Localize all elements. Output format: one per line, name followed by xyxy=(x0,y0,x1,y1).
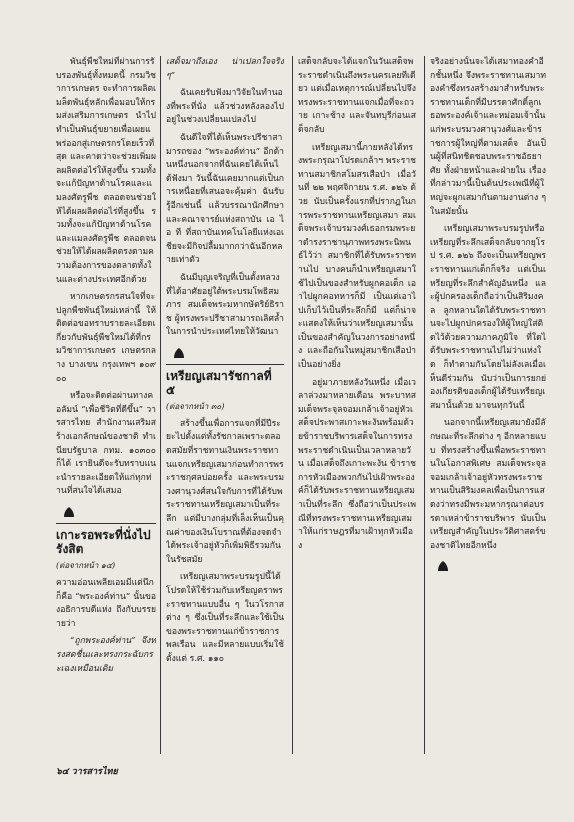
paragraph: จริงอย่างนั้นจะได้เสมาทองคำอีกชั้นหนึ่ง จึงพระราชทานเสมาทองคำซึ่งทรงสร้างมาสำหรับพระราชทานเด็กที่มีบรรดาศักดิ์ลูกเธอพระองค์เจ้าและหม่อมเจ้านั้น แก่พระบรมวงศานุวงศ์และข้าราชการผู้ใหญ่ที่ตามเสด็จ อันเป็นผู้ที่สนิทชิดชอบพระราชอัธยาศัย ทั้งฝ่ายหน้าและฝ่ายใน เรื่องที่กล่าวมานี้เป็นต้นประเพณีที่ผู้ใหญ่จะผูกเสมากันตามงานต่าง ๆ ในสมัยนั้น xyxy=(430,57,546,217)
box-title: เกาะรอพระที่นั่งไปรังสิต xyxy=(56,523,156,558)
paragraph: พันธุ์พืชใหม่ที่ผ่านการรับรองพันธุ์ทั้งหมดนี้ กรมวิชาการเกษตร จะทำการผลิตเมล็ดพันธุ์หลักเพื่อมอบให้กรมส่งเสริมการเกษตร นำไปทำเป็นพันธุ์ขยายเพื่อเผยแพร่ออกสู่เกษตรกรโดยเร็วที่สุด และคาดว่าจะช่วยเพิ่มผลผลิตต่อไร่ให้สูงขึ้น รวมทั้งจะแก้ปัญหาด้านโรคและแมลงศัตรูพืช ตลอดจนช่วยให้ได้ผลผลิตต่อไร่ที่สูงขึ้น รวมทั้งจะแก้ปัญหาด้านโรคและแมลงศัตรูพืช ตลอดจนช่วยให้ได้ผลผลิตตรงตามความต้องการของตลาดทั้งในและต่างประเทศอีกด้วย xyxy=(56,57,156,285)
page-footer: ๖๔ วารสารไทย xyxy=(56,767,118,777)
article-box xyxy=(56,523,156,676)
column-2 xyxy=(166,56,284,671)
paragraph: นอกจากนี้เหรียญเสมายังมีลักษณะที่ระลึกต่าง ๆ อีกหลายแบบ ที่ทรงสร้างขึ้นเพื่อพระราชทานในโอกาสพิเศษ สมเด็จพระจุลจอมเกล้าเจ้าอยู่หัวทรงพระราชทานเป็นสิริมงคลเพื่อเป็นการแสดงว่าทรงมีพระมหากรุณาต่อบรรดาเหล่าข้าราชบริพาร นับเป็นเหรียญสำคัญในประวัติศาสตร์ของชาติไทยอีกหนึ่ง xyxy=(430,418,546,551)
column-1 xyxy=(56,56,156,680)
box-subtitle: (ต่อจากหน้า ๑๔) xyxy=(56,561,116,570)
paragraph: หรือจะติดต่อผ่านทางคอลัมน์ “เพื่อชีวิตที่ดีขึ้น” วารสารไทย สำนักงานเสริมสร้างเอกลักษณ์ของชาติ ทำเนียบรัฐบาล กทม. ๑๐๓๐๐ ก็ได้ เรายินดีจะรับทราบแนะนำรายละเอียดให้แก่ทุกท่านที่สนใจได้เสมอ xyxy=(56,391,156,497)
column-divider xyxy=(292,56,293,754)
paragraph: เหรียญเสมาพระบรมรูปหรือเหรียญที่ระลึกเสด็จกลับจากยุโรป ร.ศ. ๑๒๖ ถึงจะเป็นเหรียญพระราชทานแก่เด็กก็จริง แต่เป็นเหรียญที่ระลึกสำคัญอันหนึ่ง และผู้ปกครองเด็กถือว่าเป็นสิริมงคล ลูกหลานใดได้รับพระราชทานจะไปผูกปกครองให้ผู้ใหญ่ใส่ติดไว้ด้วยความภาคภูมิใจ ที่ใดได้รับพระราชทานไปไม่ว่าแห่งใด ก็ทำตามกันโดยไม่ลังเลเมื่อเห็นดีร่วมกัน นับว่าเป็นการยกย่องเกียรติของเด็กผู้ได้รับเหรียญเสมานั้นด้วย มาจนทุกวันนี้ xyxy=(430,224,546,411)
column-divider xyxy=(424,56,425,754)
paragraph: เสด็จมาถึงเอง น่าเปลกใจจริง ๆ” xyxy=(166,57,284,81)
paragraph: “ถูกพระองค์ท่าน” จึงทรงสดชื่นและทรงกระฉับกระเฉงเหมือนเดิม xyxy=(56,636,156,674)
end-mark-icon xyxy=(172,344,186,356)
paragraph: หากเกษตรกรสนใจที่จะปลูกพืชพันธุ์ใหม่เหล่านี้ ให้ติดต่อขอทราบรายละเอียดเกี่ยวกับพันธุ์พืชใหม่ได้ที่กรมวิชาการเกษตร เกษตรกลาง บางเขน กรุงเทพฯ ๑๐๙๐๐ xyxy=(56,292,156,384)
paragraph: ฉันมีบุญเจริญที่เป็นตั้งหลวงที่ได้อาศัยอยู่ใต้พระบรมโพธิสมภาร สมเด็จพระมหากษัตริย์ธิราช ผู้ทรงพระปรีชาสามารถเลิศล้ำในการนำประเทศไทยให้วัฒนา xyxy=(166,272,284,338)
end-mark-icon xyxy=(62,503,76,515)
box-title: เหรียญเสมารัชกาลที่ ๕ xyxy=(166,364,284,399)
column-divider xyxy=(160,56,161,754)
paragraph: ฉันดีใจที่ได้เห็นพระปรีชาสามารถของ “พระองค์ท่าน” อีกด้านหนึ่งนอกจากที่ฉันเคยได้เห็นได้ฟังมา วันนี้ฉันเคยมากแต่เป็นการเหนื่อยที่เสนอจะคุ้มค่า ฉันรับรู้อีกเช่นนี้ แล้วบรรณานักศึกษาและคณาจารย์แห่งสถาบัน เอ ไอ ที ที่สถาบันเทคโนโลยีแห่งเอเชียจะมีกิจปลื้มมากกว่าฉันอีกหลายเท่าตัว xyxy=(166,132,284,266)
paragraph: อยู่มาภายหลังวันหนึ่ง เมื่อเวลาล่วงมาหลายเดือน พระบาทสมเด็จพระจุลจอมเกล้าเจ้าอยู่หัวเสด็จประพาสเกาะพะงันพร้อมด้วยข้าราชบริพารเสด็จในการทรงพระราชดำเนินเป็นเวลาหลายวัน เมื่อเสด็จถึงเกาะพะงัน ข้าราชการหัวเมืองพวกกันไปเฝ้าพระองค์ก็ได้รับพระราชทานเหรียญเสมาเป็นที่ระลึก ซึ่งถือว่าเป็นประเพณีที่ทรงพระราชทานเหรียญเสมาให้แก่ราษฎรที่มาเฝ้าทุกหัวเมือง xyxy=(298,377,416,551)
box-subtitle: (ต่อจากหน้า ๓๐) xyxy=(166,401,225,411)
column-3 xyxy=(298,56,416,557)
article-box xyxy=(166,364,284,667)
paragraph: สร้างขึ้นเพื่อการแจกที่มีปีระยะไปตั้งแต่ทั้งรัชกาลเพราะตลอดสมัยที่ราชทานเงินพระราชทานแจกเหรียญเสมาก่อนทำการพระราชกุศลบ่อยครั้ง และพระบรมวงศานุวงศ์สนใจกับการที่ได้รับพระราชทานเหรียญเสมาเป็นที่ระลึก แต่มีบางกลุ่มที่เล็งเห็นเป็นคุณค่าของเงินโบราณที่ต้องจดจำได้พระเจ้าอยู่หัวก็เพิ่มพิธีรวมกันในรัชสมัย xyxy=(166,418,284,565)
column-4 xyxy=(430,56,546,577)
paragraph: ฉันเคยรับฟังมาวิจัยในทำนองที่พระที่นั่ง แล้วช่วงหลังลองไปอยู่ในช่วงเปลี่ยนแปลงไป xyxy=(166,88,284,126)
paragraph: เหรียญเสมาพระบรมรูปนี้ได้โปรดให้ใช้ร่วมกับเหรียญตราพระราชทานแบบอื่น ๆ ในวโรกาสต่าง ๆ ซึ่งเป็นที่ระลึกและใช้เป็นของพระราชทานแก่ข้าราชการพลเรือน และมีหลายแบบเริ่มใช้ตั้งแต่ ร.ศ. ๑๑๐ xyxy=(166,572,284,664)
paragraph: เสด็จกลับจะได้แจกในวันเสด็จพระราชดำเนินถึงพระนครเลยทีเดียว แต่เมื่อเหตุการณ์เปลี่ยนไปจึงทรงพระราชทานแจกเมื่อที่จะถวาย เกาะช้าง และจันทบุรีก่อนเสด็จกลับ xyxy=(298,57,416,135)
end-mark-icon xyxy=(436,557,450,569)
paragraph: ความอ่อนเพลียเอมมีแต่นึกก็คือ “พระองค์ท่าน” นั้นของอธิการบดีแห่ง ถึงกับบรรยายว่า xyxy=(56,578,156,629)
paragraph: เหรียญเสมานี้ภายหลังได้ทรงพระกรุณาโปรดเกล้าฯ พระราชทานสมาชิกสโมสรเสือป่า เมื่อวันที่ ๒๒ พฤศจิกายน ร.ศ. ๑๒๖ ด้วย นับเป็นครั้งแรกที่ปรากฏในการพระราชทานเหรียญเสมา สมเด็จพระเจ้าบรมวงศ์เธอกรมพระยาดำรงราชานุภาพทรงพระนิพนธ์ไว้ว่า สมาชิกที่ได้รับพระราชทานไป บางคนก็นำเหรียญเสมาใช้ไปเป็นของสำหรับผูกคอเด็ก เอาไปผูกคอทหารก็มี เป็นแต่เอาไปเก็บไว้เป็นที่ระลึกก็มี แต่ก็น่าจะแสดงให้เห็นว่าเหรียญเสมานั้นเป็นของสำคัญในวงการอย่างหนึ่ง และถือกันในหมู่สมาชิกเสือป่าเป็นอย่างยิ่ง xyxy=(298,142,416,371)
